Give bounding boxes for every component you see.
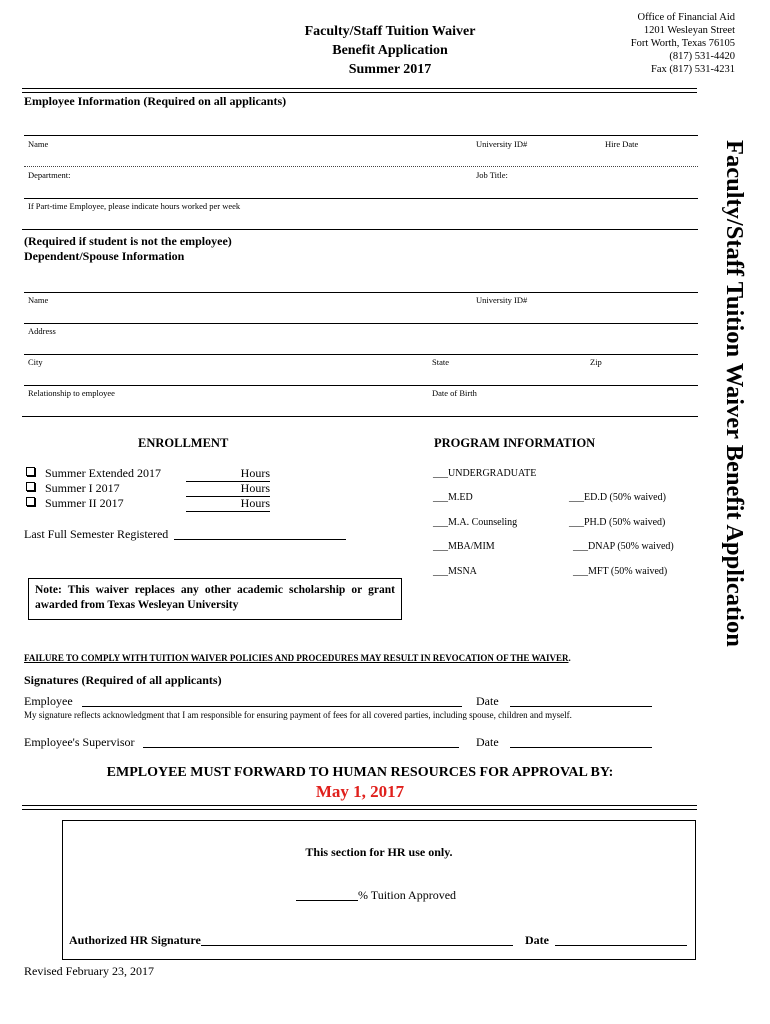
term-label: Summer I 2017: [45, 481, 120, 495]
part-time-line[interactable]: [24, 198, 698, 199]
part-time-label: If Part-time Employee, please indicate hours worked per week: [28, 201, 241, 211]
office-phone: (817) 531-4420: [669, 51, 735, 62]
dependent-name-line[interactable]: [24, 292, 698, 293]
tuition-approved-field[interactable]: [296, 888, 456, 903]
hours-field-summer-1[interactable]: [186, 481, 270, 497]
supervisor-signature-input[interactable]: [143, 735, 459, 748]
hr-signature-label: Authorized HR Signature: [69, 933, 201, 947]
last-semester-label: Last Full Semester Registered: [24, 527, 169, 541]
term-label: Summer Extended 2017: [45, 466, 161, 480]
address-line[interactable]: [24, 323, 698, 324]
form-title-line-2: Benefit Application: [332, 43, 448, 58]
hours-label: Hours: [186, 481, 270, 497]
program-edd[interactable]: ___ED.D (50% waived): [569, 492, 666, 503]
hr-use-box: [62, 820, 696, 960]
side-title: Faculty/Staff Tuition Waiver Benefit Application: [721, 140, 748, 647]
form-title-line-1: Faculty/Staff Tuition Waiver: [304, 24, 476, 39]
employee-signature-label: Employee: [24, 694, 73, 708]
hire-date-label: Hire Date: [605, 139, 639, 149]
form-title-line-3: Summer 2017: [348, 62, 432, 77]
employee-name-line[interactable]: [24, 135, 698, 136]
employee-name-label: Name: [28, 139, 49, 149]
term-label: Summer II 2017: [45, 496, 124, 510]
employee-signature-field[interactable]: [24, 694, 462, 709]
checkbox-icon[interactable]: [26, 467, 35, 476]
program-med[interactable]: ___M.ED: [433, 492, 473, 503]
department-label: Department:: [28, 170, 71, 180]
employee-signature-input[interactable]: [82, 694, 462, 707]
program-undergraduate[interactable]: ___UNDERGRADUATE: [433, 468, 537, 479]
hr-signature-input[interactable]: [201, 933, 513, 946]
supervisor-signature-label: Employee's Supervisor: [24, 735, 135, 749]
employee-id-label: University ID#: [476, 139, 528, 149]
enrollment-heading: ENROLLMENT: [138, 436, 229, 450]
office-street: 1201 Wesleyan Street: [643, 25, 735, 36]
employee-date-input[interactable]: [510, 694, 652, 707]
program-dnap[interactable]: ___DNAP (50% waived): [573, 541, 674, 552]
office-name: Office of Financial Aid: [637, 12, 735, 23]
office-fax: Fax (817) 531-4231: [651, 64, 735, 75]
note-text: Note: This waiver replaces any other academic scholarship or grant awarded from Texas Wesleyan University: [35, 584, 395, 611]
program-mba-mim[interactable]: ___MBA/MIM: [433, 541, 495, 552]
employee-section-heading: Employee Information (Required on all applicants): [24, 94, 287, 108]
hours-field-summer-2[interactable]: [186, 496, 270, 512]
hr-date-input[interactable]: [555, 933, 687, 946]
checkbox-icon[interactable]: [26, 482, 35, 491]
hr-box-title: This section for HR use only.: [305, 845, 453, 859]
failure-notice: FAILURE TO COMPLY WITH TUITION WAIVER POLICIES AND PROCEDURES MAY RESULT IN REVOCATION OF THE WAIVER.: [24, 653, 571, 663]
revised-date: Revised February 23, 2017: [24, 964, 154, 978]
employee-date-label: Date: [476, 694, 499, 708]
failure-notice-text: FAILURE TO COMPLY WITH TUITION WAIVER POLICIES AND PROCEDURES MAY RESULT IN REVOCATION OF THE WAIVER: [24, 653, 569, 663]
term-summer-extended[interactable]: [26, 466, 161, 481]
supervisor-signature-field[interactable]: [24, 735, 459, 750]
office-city: Fort Worth, Texas 76105: [630, 38, 735, 49]
address-label: Address: [28, 326, 56, 336]
city-label: City: [28, 357, 43, 367]
job-title-label: Job Title:: [476, 170, 508, 180]
term-summer-2[interactable]: [26, 496, 124, 511]
dependent-name-label: Name: [28, 295, 49, 305]
employee-section-bottom-line: [22, 229, 698, 230]
department-line[interactable]: [24, 166, 698, 167]
form-title: [230, 22, 550, 79]
signatures-heading: Signatures (Required of all applicants): [24, 673, 222, 687]
relationship-label: Relationship to employee: [28, 388, 115, 398]
program-msna[interactable]: ___MSNA: [433, 566, 477, 577]
program-ma-counseling[interactable]: ___M.A. Counseling: [433, 517, 518, 528]
dob-label: Date of Birth: [432, 388, 477, 398]
deadline-date: May 1, 2017: [315, 782, 405, 801]
hours-field-summer-extended[interactable]: [186, 466, 270, 482]
acknowledgment-text: My signature reflects acknowledgment that I am responsible for ensuring payment of fees for all covered parties, including spouse, children and myself.: [24, 710, 572, 720]
zip-label: Zip: [590, 357, 602, 367]
office-address: [560, 11, 735, 76]
checkbox-icon[interactable]: [26, 497, 35, 506]
term-summer-1[interactable]: [26, 481, 120, 496]
note-box: [28, 578, 402, 620]
employee-date-field[interactable]: [476, 694, 652, 709]
dependent-id-label: University ID#: [476, 295, 528, 305]
deadline-divider: [22, 805, 697, 810]
hr-signature-field[interactable]: [69, 933, 513, 948]
supervisor-date-label: Date: [476, 735, 499, 749]
dependent-heading-line-1: (Required if student is not the employee): [24, 234, 232, 248]
program-phd[interactable]: ___PH.D (50% waived): [569, 517, 666, 528]
dependent-heading-line-2: Dependent/Spouse Information: [24, 249, 185, 263]
last-semester-input[interactable]: [174, 527, 346, 540]
program-mft[interactable]: ___MFT (50% waived): [573, 566, 668, 577]
hr-date-field[interactable]: [525, 933, 687, 948]
tuition-approved-input[interactable]: [296, 888, 358, 901]
state-label: State: [432, 357, 449, 367]
dependent-section-heading: [24, 234, 232, 264]
supervisor-date-input[interactable]: [510, 735, 652, 748]
dependent-section-bottom-line: [22, 416, 698, 417]
last-semester-field[interactable]: [24, 527, 346, 542]
city-line[interactable]: [24, 354, 698, 355]
hr-date-label: Date: [525, 933, 549, 947]
supervisor-date-field[interactable]: [476, 735, 652, 750]
relationship-line[interactable]: [24, 385, 698, 386]
forward-notice: EMPLOYEE MUST FORWARD TO HUMAN RESOURCES FOR APPROVAL BY:: [106, 765, 614, 780]
tuition-approved-label: % Tuition Approved: [358, 888, 457, 902]
hours-label: Hours: [186, 496, 270, 512]
hours-label: Hours: [186, 466, 270, 482]
header-divider: [22, 88, 697, 93]
program-heading: PROGRAM INFORMATION: [434, 436, 596, 450]
